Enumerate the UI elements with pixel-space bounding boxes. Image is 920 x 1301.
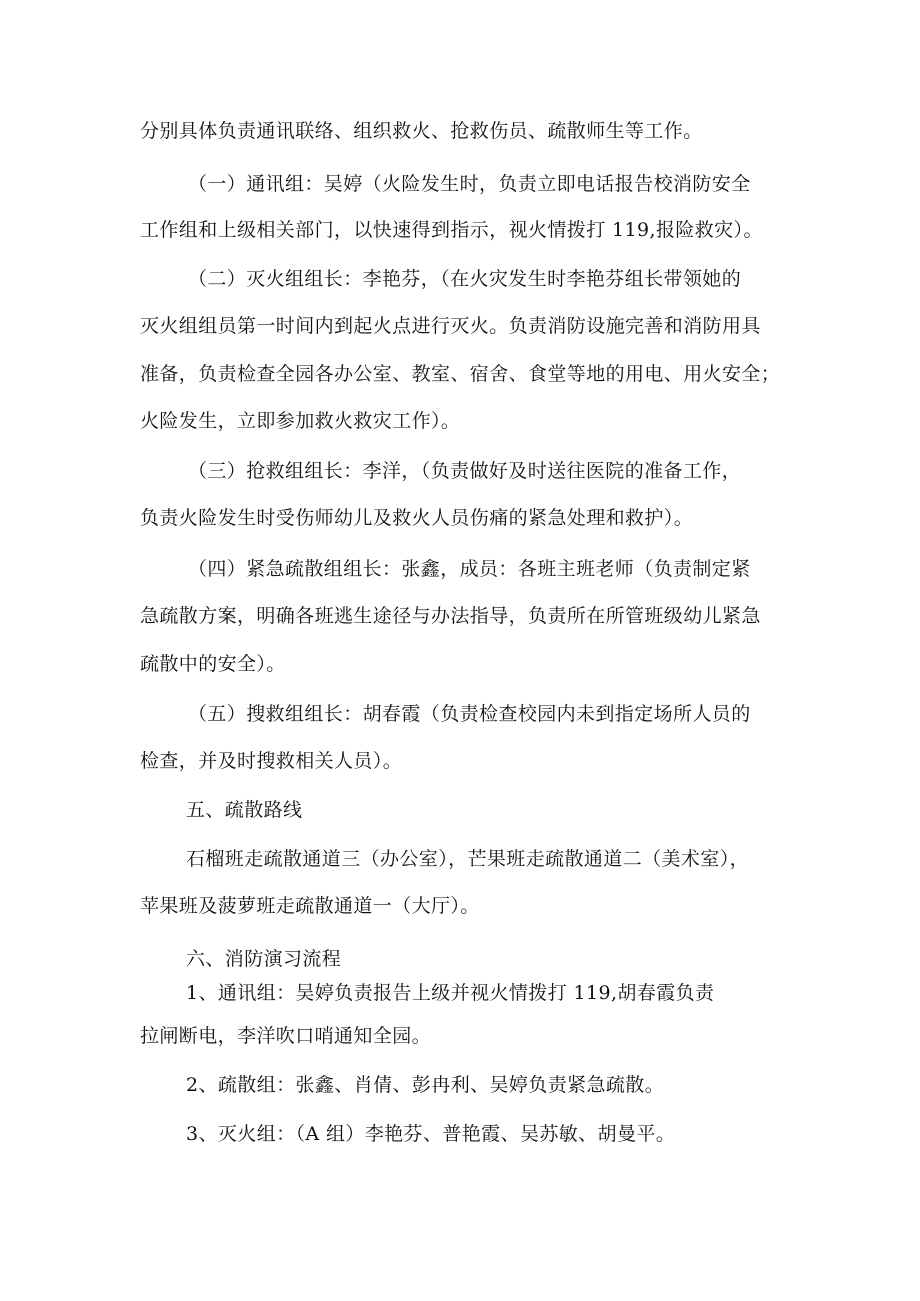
paragraph-line: 检查，并及时搜救相关人员）。 (140, 750, 403, 772)
paragraph-line: 石榴班走疏散通道三（办公室），芒果班走疏散通道二（美术室）， (186, 848, 750, 870)
list-item: 1、通讯组：吴婷负责报告上级并视火情拨打 119,胡春霞负责 (186, 982, 715, 1004)
paragraph-line: （四）紧急疏散组组长：张鑫，成员：各班主班老师（负责制定紧 (188, 558, 751, 580)
paragraph-line: 准备，负责检查全园各办公室、教室、宿舍、食堂等地的用电、用火安全； (140, 363, 781, 385)
paragraph-line: 灭火组组员第一时间内到起火点进行灭火。负责消防设施完善和消防用具 (140, 315, 761, 337)
paragraph-line: 分别具体负责通讯联络、组织救火、抢救伤员、疏散师生等工作。 (140, 120, 703, 142)
paragraph-line: 疏散中的安全）。 (140, 653, 286, 675)
list-item: 2、疏散组：张鑫、肖倩、彭冉利、吴婷负责紧急疏散。 (186, 1074, 665, 1096)
paragraph-line: （三）抢救组组长：李洋，（负责做好及时送往医院的准备工作， (188, 460, 742, 482)
paragraph-line: （五）搜救组组长：胡春霞（负责检查校园内未到指定场所人员的 (188, 703, 751, 725)
paragraph-line: 急疏散方案，明确各班逃生途径与办法指导，负责所在所管班级幼儿紧急 (140, 605, 761, 627)
paragraph-line: 火险发生，立即参加救火救灾工作）。 (140, 410, 461, 432)
paragraph-line: 工作组和上级相关部门，以快速得到指示，视火情拨打 119,报险救灾）。 (140, 219, 763, 241)
paragraph-line: 负责火险发生时受伤师幼儿及救火人员伤痛的紧急处理和救护）。 (140, 507, 694, 529)
paragraph-line: 拉闸断电，李洋吹口哨通知全园。 (140, 1025, 432, 1047)
section-heading-drill-process: 六、消防演习流程 (186, 948, 342, 970)
section-heading-evacuation-route: 五、疏散路线 (186, 799, 303, 821)
paragraph-line: （一）通讯组：吴婷（火险发生时，负责立即电话报告校消防安全 (188, 173, 751, 195)
paragraph-line: （二）灭火组组长：李艳芬，（在火灾发生时李艳芬组长带领她的 (188, 268, 742, 290)
paragraph-line: 苹果班及菠萝班走疏散通道一（大厅）。 (140, 895, 480, 917)
list-item: 3、灭火组：（A 组）李艳芬、普艳霞、吴苏敏、胡曼平。 (186, 1123, 676, 1145)
